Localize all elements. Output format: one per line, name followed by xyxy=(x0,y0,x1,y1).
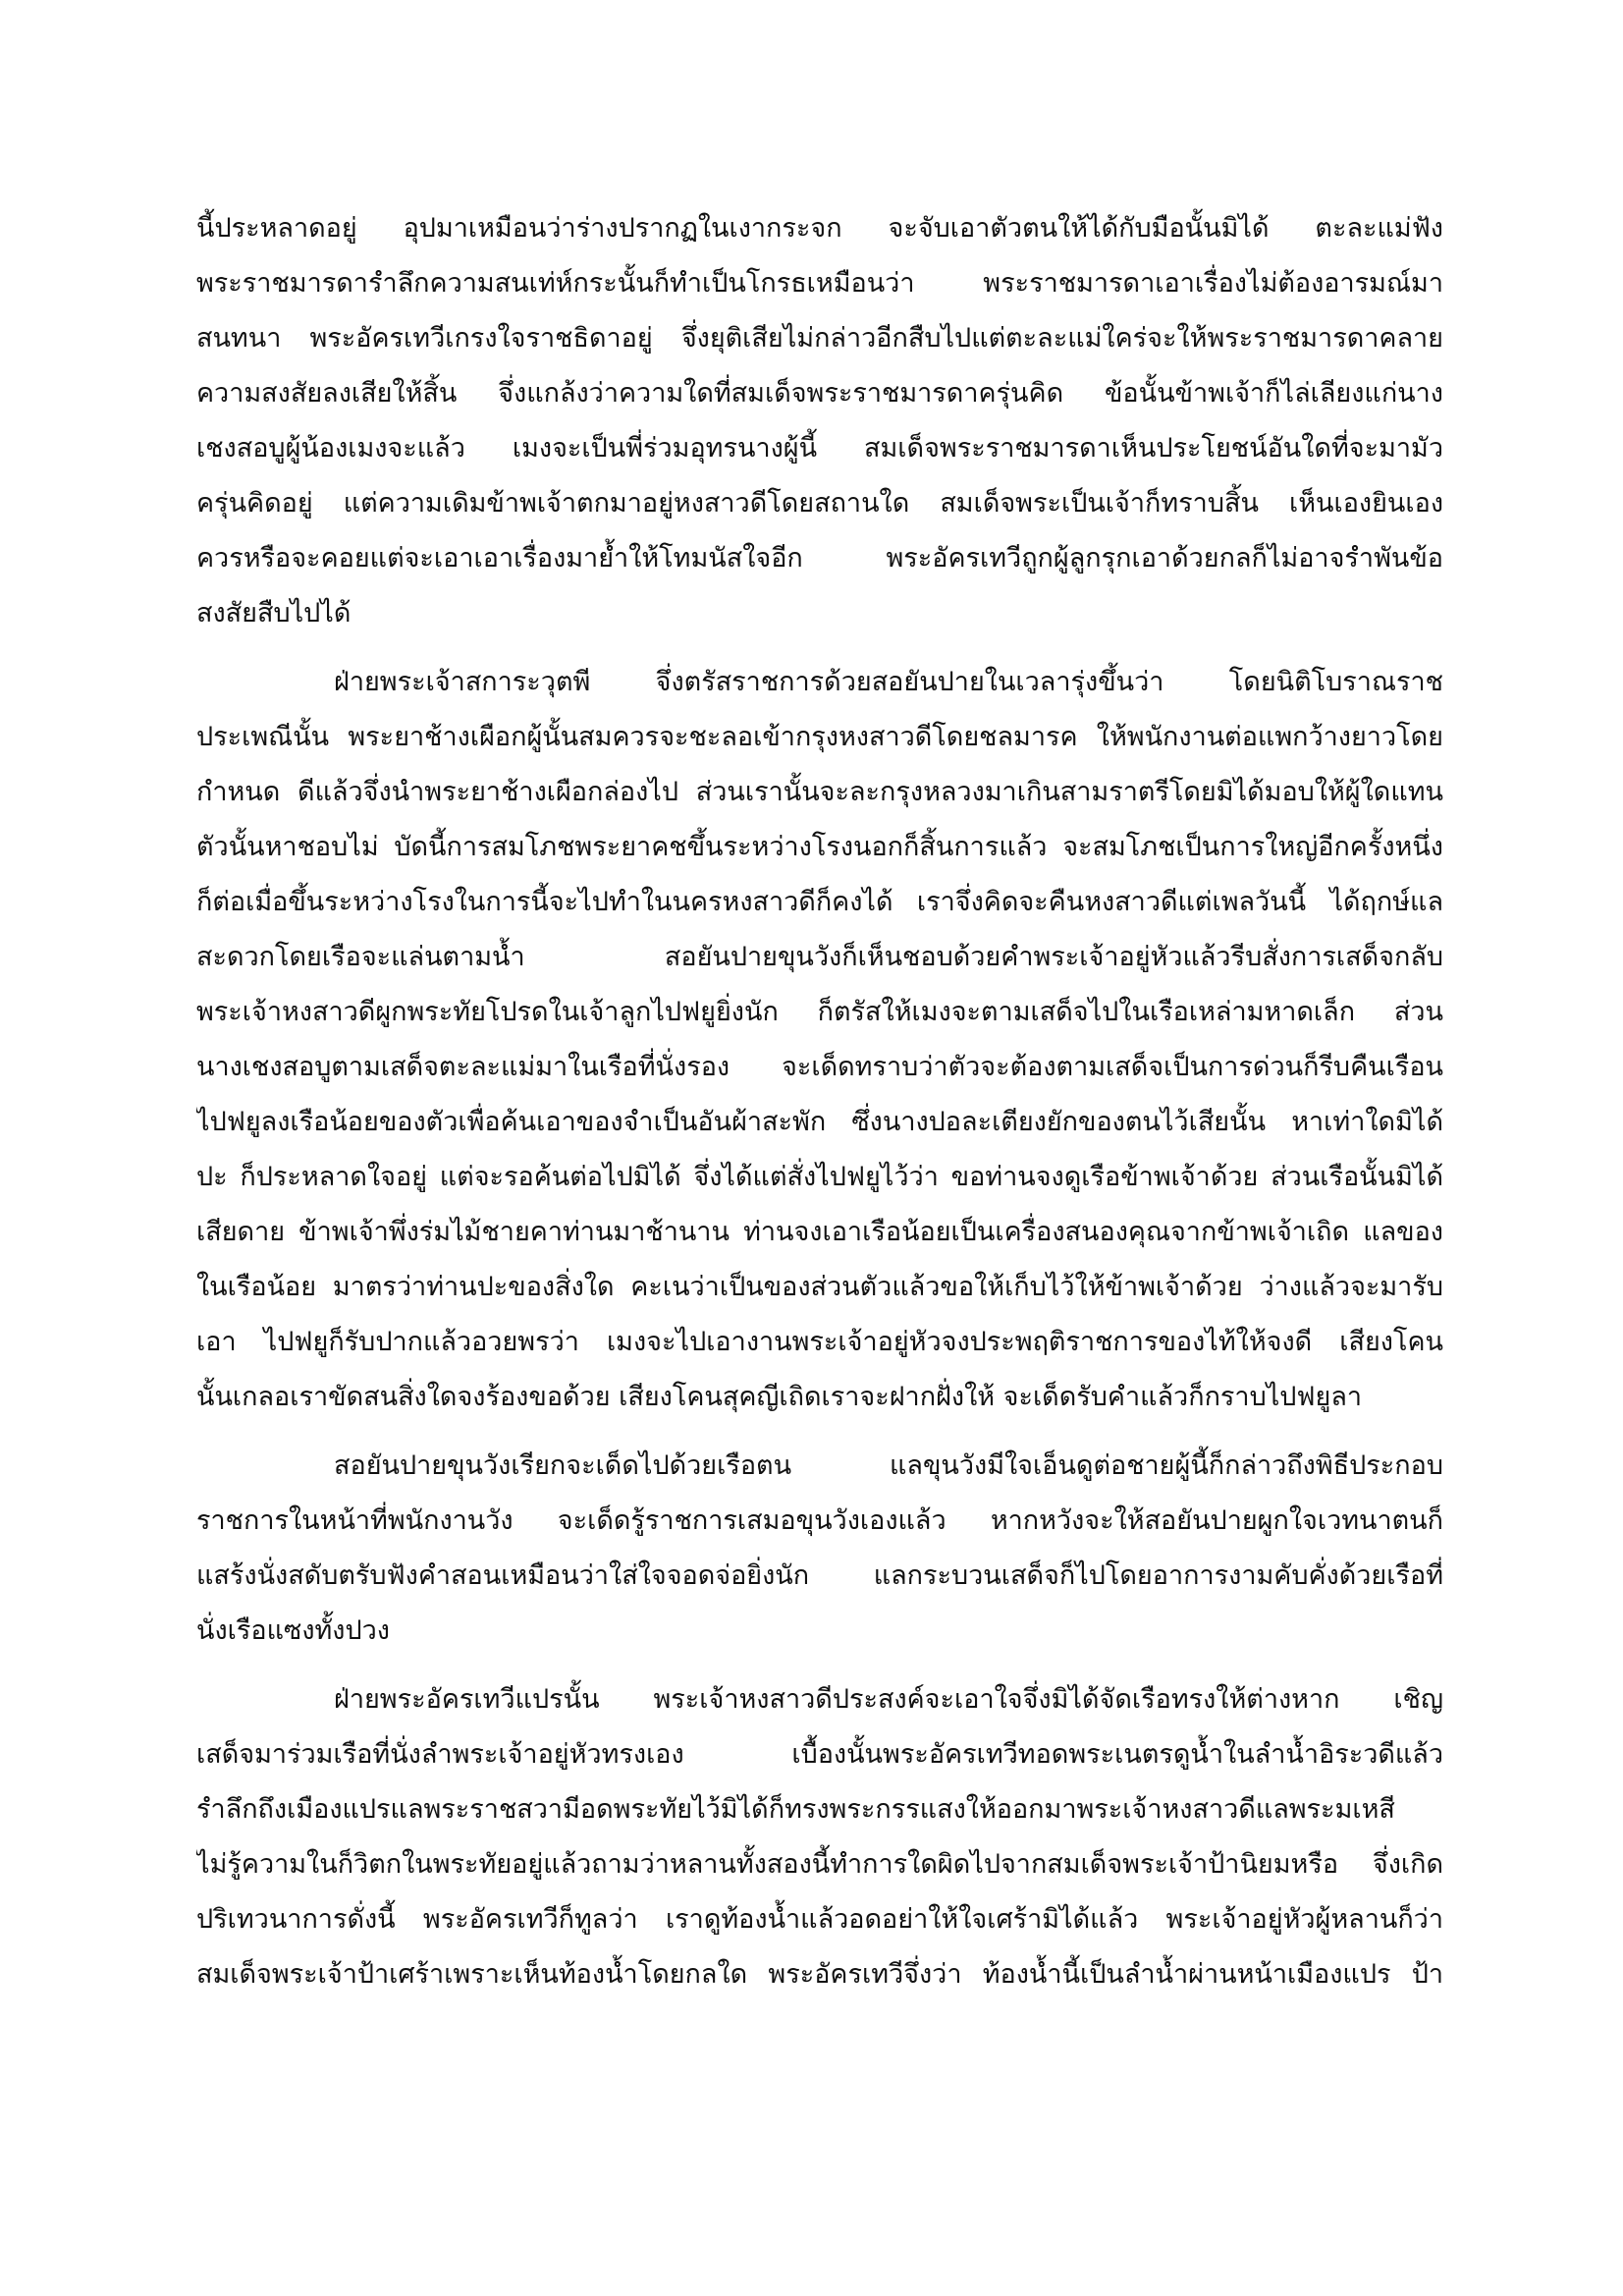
text-line: นี้ประหลาดอยู่ อุปมาเหมือนว่าร่างปรากฏในเงากระจก จะจับเอาตัวตนให้ได้กับมือนั้นมิได้ ตะละแม่ฟัง xyxy=(196,213,1443,244)
text-line: ครุ่นคิดอยู่ แต่ความเดิมข้าพเจ้าตกมาอยู่หงสาวดีโดยสถานใด สมเด็จพระเป็นเจ้าก็ทราบสิ้น เห็นเองยินเอง xyxy=(196,488,1443,519)
text-line: ไปฟยูลงเรือน้อยของตัวเพื่อค้นเอาของจำเป็นอันผ้าสะพัก ซึ่งนางปอละเตียงยักของตนไว้เสียนั้น หาเท่าใดมิได้ xyxy=(196,1107,1443,1137)
text-line: ตัวนั้นหาชอบไม่ บัดนี้การสมโภชพระยาคชขึ้นระหว่างโรงนอกก็สิ้นการแล้ว จะสมโภชเป็นการใหญ่อีกครั้งหนึ่ง xyxy=(196,832,1443,862)
text-line: ควรหรือจะคอยแต่จะเอาเอาเรื่องมาย้ำให้โทมนัสใจอีก พระอัครเทวีถูกผู้ลูกรุกเอาด้วยกลก็ไม่อาจรำพันข้อ xyxy=(196,543,1443,574)
text-line: รำลึกถึงเมืองแปรแลพระราชสวามีอดพระทัยไว้มิได้ก็ทรงพระกรรแสงให้ออกมาพระเจ้าหงสาวดีแลพระมเหสี xyxy=(196,1794,1395,1825)
text-line: เสียดาย ข้าพเจ้าพึ่งร่มไม้ชายคาท่านมาช้านาน ท่านจงเอาเรือน้อยเป็นเครื่องสนองคุณจากข้าพเจ้าเถิด แลของ xyxy=(196,1217,1443,1247)
text-line: ปริเทวนาการดั่งนี้ พระอัครเทวีก็ทูลว่า เราดูท้องน้ำแล้วอดอย่าให้ใจเศร้ามิได้แล้ว พระเจ้าอยู่หัวผู้หลานก็ว่า xyxy=(196,1904,1443,1935)
text-line: สะดวกโดยเรือจะแล่นตามน้ำ สอยันปายขุนวังก็เห็นชอบด้วยคำพระเจ้าอยู่หัวแล้วรีบสั่งการเสด็จกลับ xyxy=(196,942,1443,972)
text-line: นั่งเรือแซงทั้งปวง xyxy=(196,1615,390,1646)
text-line: พระเจ้าหงสาวดีผูกพระทัยโปรดในเจ้าลูกไปฟยูยิ่งนัก ก็ตรัสให้เมงจะตามเสด็จไปในเรือเหล่ามหาดเล็ก ส่วน xyxy=(196,997,1443,1027)
text-line: สมเด็จพระเจ้าป้าเศร้าเพราะเห็นท้องน้ำโดยกลใด พระอัครเทวีจึ่งว่า ท้องน้ำนี้เป็นลำน้ำผ่านหน้าเมืองแปร ป้า xyxy=(196,1959,1443,1990)
text-line: ในเรือน้อย มาตรว่าท่านปะของสิ่งใด คะเนว่าเป็นของส่วนตัวแล้วขอให้เก็บไว้ให้ข้าพเจ้าด้วย ว่างแล้วจะมารับ xyxy=(196,1272,1443,1302)
text-line: พระราชมารดารำลึกความสนเท่ห์กระนั้นก็ทำเป็นโกรธเหมือนว่า พระราชมารดาเอาเรื่องไม่ต้องอารมณ์มา xyxy=(196,268,1443,299)
text-line: เชงสอบูผู้น้องเมงจะแล้ว เมงจะเป็นพี่ร่วมอุทรนางผู้นี้ สมเด็จพระราชมารดาเห็นประโยชน์อันใดที่จะมามัว xyxy=(196,433,1443,464)
text-line: ประเพณีนั้น พระยาช้างเผือกผู้นั้นสมควรจะชะลอเข้ากรุงหงสาวดีโดยชลมารค ให้พนักงานต่อแพกว้างยาวโดย xyxy=(196,722,1443,752)
text-line: ไม่รู้ความในก็วิตกในพระทัยอยู่แล้วถามว่าหลานทั้งสองนี้ทำการใดผิดไปจากสมเด็จพระเจ้าป้านิยมหรือ จึ่งเกิด xyxy=(196,1849,1443,1880)
text-line: กำหนด ดีแล้วจึ่งนำพระยาช้างเผือกล่องไป ส่วนเรานั้นจะละกรุงหลวงมาเกินสามราตรีโดยมิได้มอบให้ผู้ใดแทน xyxy=(196,777,1443,807)
paragraph-2 xyxy=(196,655,1443,1425)
text-line: แสร้งนั่งสดับตรับฟังคำสอนเหมือนว่าใส่ใจจอดจ่อยิ่งนัก แลกระบวนเสด็จก็ไปโดยอาการงามคับคั่งด้วยเรือที่ xyxy=(196,1560,1443,1591)
paragraph-4 xyxy=(196,1672,1443,2002)
text-line: เอา ไปฟยูก็รับปากแล้วอวยพรว่า เมงจะไปเอางานพระเจ้าอยู่หัวจงประพฤติราชการของไท้ให้จงดี เสียงโคน xyxy=(196,1327,1443,1357)
text-line: ความสงสัยลงเสียให้สิ้น จึ่งแกล้งว่าความใดที่สมเด็จพระราชมารดาครุ่นคิด ข้อนั้นข้าพเจ้าก็ไล่เลียงแก่นาง xyxy=(196,378,1443,409)
text-line: นางเชงสอบูตามเสด็จตะละแม่มาในเรือที่นั่งรอง จะเด็ดทราบว่าตัวจะต้องตามเสด็จเป็นการด่วนก็รีบคืนเรือน xyxy=(196,1052,1443,1082)
text-line: ปะ ก็ประหลาดใจอยู่ แต่จะรอค้นต่อไปมิได้ จึ่งได้แต่สั่งไปฟยูไว้ว่า ขอท่านจงดูเรือข้าพเจ้าด้วย ส่วนเรือนั้นมิได้ xyxy=(196,1162,1443,1192)
body-text xyxy=(196,201,1443,2002)
text-line: ราชการในหน้าที่พนักงานวัง จะเด็ดรู้ราชการเสมอขุนวังเองแล้ว หากหวังจะให้สอยันปายผูกใจเวทนาตนก็ xyxy=(196,1505,1443,1536)
text-line: สงสัยสืบไปได้ xyxy=(196,598,352,629)
text-line: สอยันปายขุนวังเรียกจะเด็ดไปด้วยเรือตน แลขุนวังมีใจเอ็นดูต่อชายผู้นี้ก็กล่าวถึงพิธีประกอบ xyxy=(334,1450,1443,1481)
text-line: ฝ่ายพระอัครเทวีแปรนั้น พระเจ้าหงสาวดีประสงค์จะเอาใจจึ่งมิได้จัดเรือทรงให้ต่างหาก เชิญ xyxy=(334,1684,1443,1715)
paragraph-3 xyxy=(196,1439,1443,1659)
text-line: ก็ต่อเมื่อขึ้นระหว่างโรงในการนี้จะไปทำในนครหงสาวดีก็คงได้ เราจึ่งคิดจะคืนหงสาวดีแต่เพลวันนี้ ได้ฤกษ์แล xyxy=(196,887,1443,917)
text-line: ฝ่ายพระเจ้าสการะวุตพี จึ่งตรัสราชการด้วยสอยันปายในเวลารุ่งขึ้นว่า โดยนิติโบราณราช xyxy=(334,667,1443,697)
text-line: เสด็จมาร่วมเรือที่นั่งลำพระเจ้าอยู่หัวทรงเอง เบื้องนั้นพระอัครเทวีทอดพระเนตรดูน้ำในลำน้ำอิระวดีแล้ว xyxy=(196,1739,1443,1770)
text-line: นั้นเกลอเราขัดสนสิ่งใดจงร้องขอด้วย เสียงโคนสุคญีเถิดเราจะฝากฝั่งให้ จะเด็ดรับคำแล้วก็กราบไปฟยูลา xyxy=(196,1382,1363,1412)
text-line: สนทนา พระอัครเทวีเกรงใจราชธิดาอยู่ จึ่งยุติเสียไม่กล่าวอีกสืบไปแต่ตะละแม่ใคร่จะให้พระราชมารดาคลาย xyxy=(196,323,1443,354)
paragraph-1 xyxy=(196,201,1443,641)
